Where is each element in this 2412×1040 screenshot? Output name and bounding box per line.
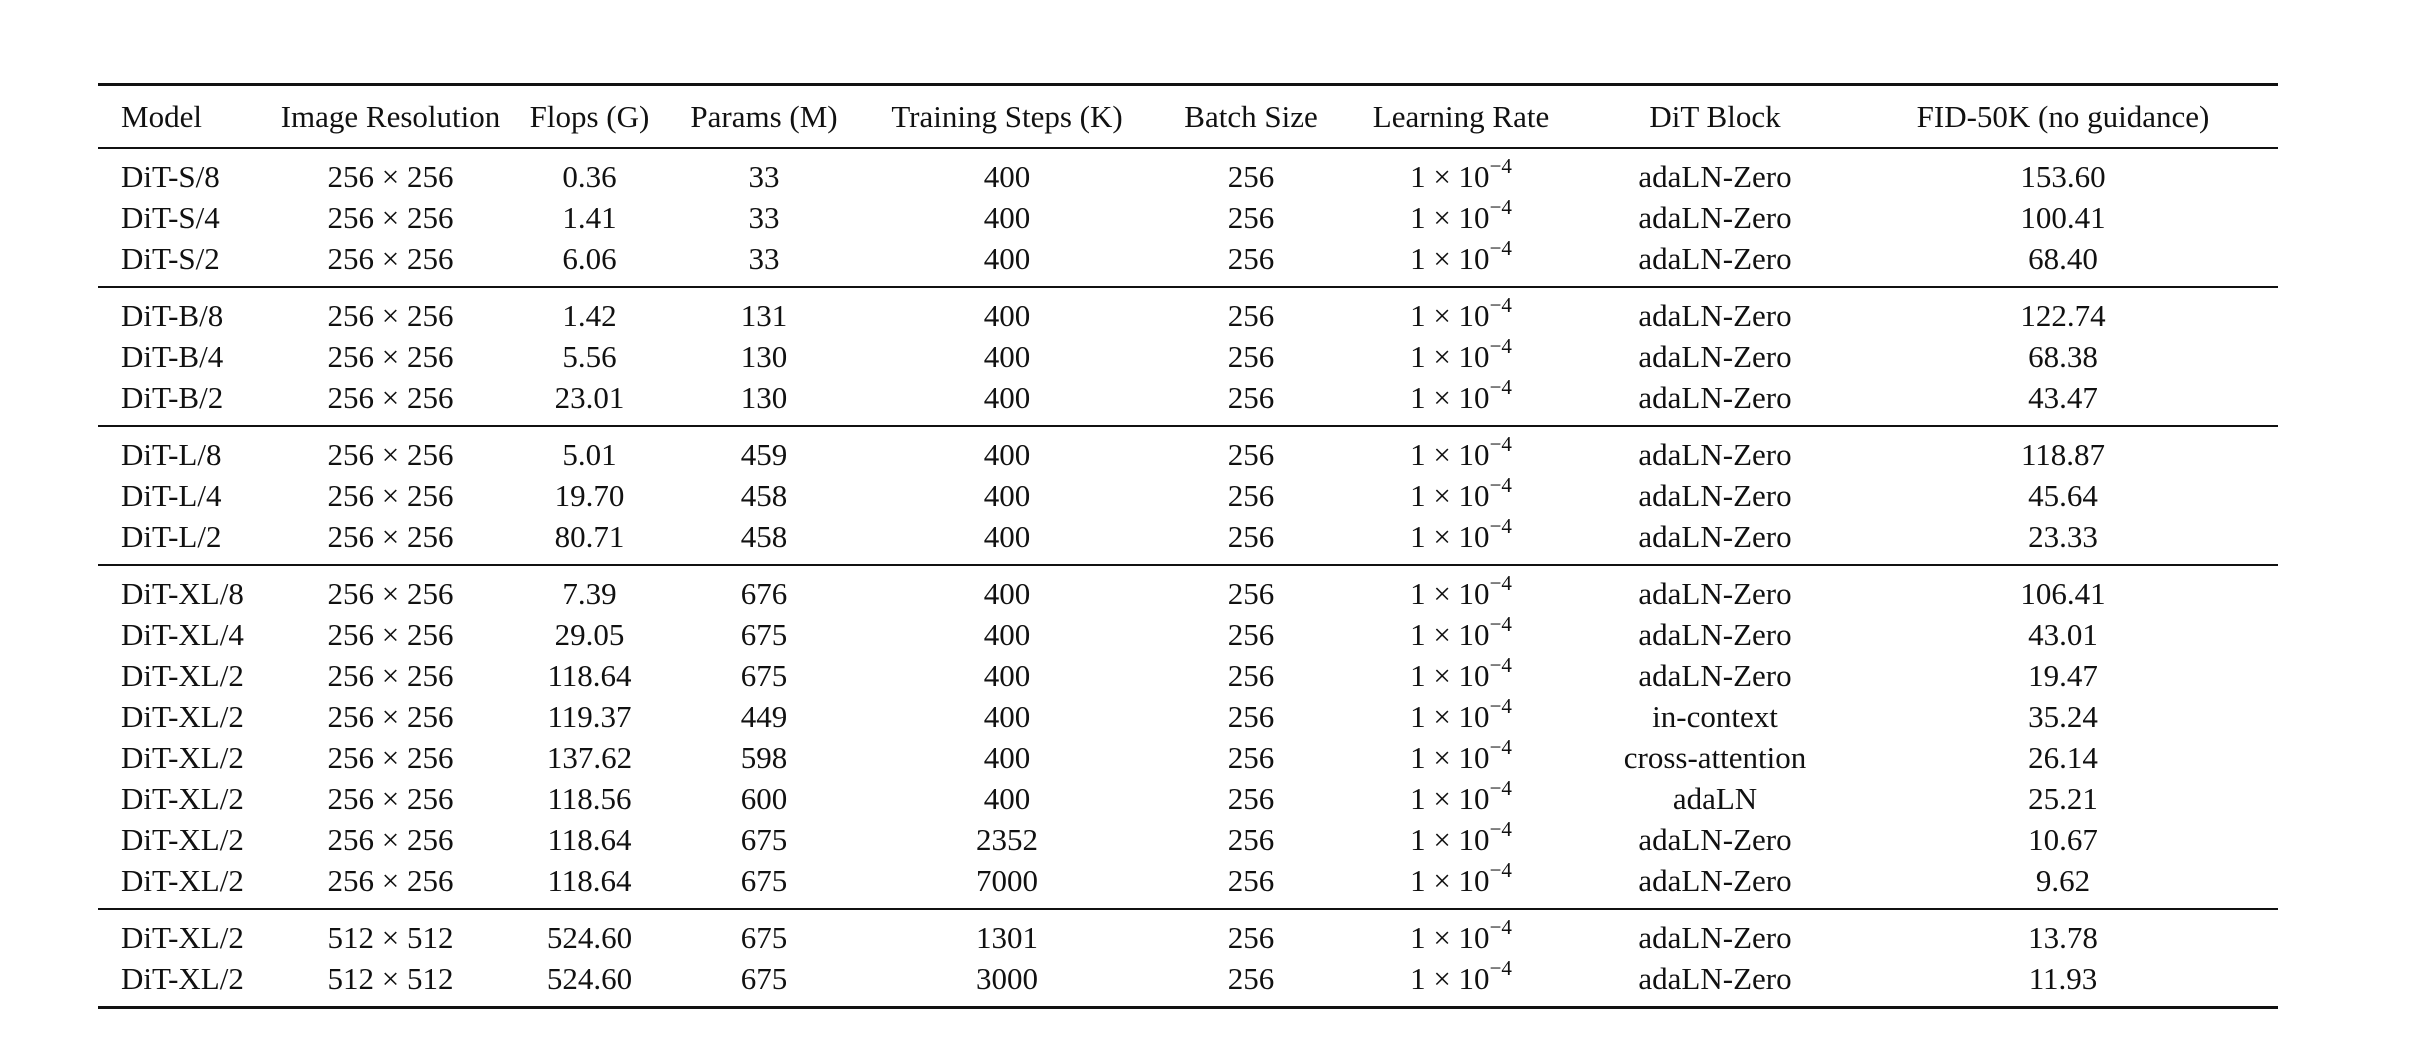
cell-model: DiT-B/8 [98, 287, 278, 336]
cell-flops: 1.41 [562, 199, 617, 235]
cell-training-steps: 400 [983, 158, 1031, 194]
cell-batch-size: 256 [1162, 565, 1340, 614]
cell-flops: 118.64 [547, 821, 632, 857]
column-header-params: Params (M) [690, 98, 838, 134]
cell-flops: 19.70 [554, 477, 625, 513]
cell-fid: 26.14 [2028, 739, 2098, 775]
learning-rate-exponent: −4 [1489, 194, 1512, 219]
cell-model: DiT-XL/8 [98, 565, 278, 614]
cell-training-steps: 400 [983, 657, 1031, 693]
cell-batch-size: 256 [1227, 821, 1275, 857]
cell-model: DiT-XL/2 [121, 862, 244, 898]
cell-model: DiT-S/4 [121, 199, 220, 235]
table-row [98, 475, 2278, 516]
results-table [98, 83, 2278, 1009]
cell-image-resolution: 256 × 256 [327, 379, 454, 415]
cell-params: 675 [740, 862, 788, 898]
table-row [98, 737, 2278, 778]
cell-fid: 11.93 [1848, 958, 2278, 1008]
cell-params: 675 [740, 616, 788, 652]
cell-learning-rate [1340, 652, 1582, 696]
learning-rate-exponent: −4 [1489, 570, 1512, 595]
learning-rate-exponent: −4 [1489, 955, 1512, 980]
cell-params: 33 [748, 158, 780, 194]
cell-model: DiT-XL/4 [121, 616, 244, 652]
cell-model: DiT-XL/2 [121, 821, 244, 857]
learning-rate-exponent: −4 [1489, 513, 1512, 538]
learning-rate-exponent: −4 [1489, 472, 1512, 497]
cell-fid: 43.01 [2028, 616, 2098, 652]
cell-learning-rate [1340, 611, 1582, 655]
header-row [98, 85, 2278, 149]
learning-rate-exponent: −4 [1489, 652, 1512, 677]
cell-params: 131 [676, 287, 852, 336]
cell-dit-block: adaLN-Zero [1638, 477, 1792, 513]
cell-dit-block: adaLN-Zero [1638, 240, 1792, 276]
cell-image-resolution: 512 × 512 [278, 909, 503, 958]
cell-dit-block: adaLN-Zero [1638, 657, 1792, 693]
cell-flops: 524.60 [503, 958, 676, 1008]
learning-rate-exponent: −4 [1489, 816, 1512, 841]
cell-dit-block: adaLN-Zero [1638, 338, 1792, 374]
cell-flops: 118.64 [547, 862, 632, 898]
cell-model: DiT-XL/2 [98, 909, 278, 958]
cell-training-steps: 400 [983, 698, 1031, 734]
table-header [98, 85, 2278, 149]
cell-flops: 0.36 [562, 158, 617, 194]
cell-dit-block: adaLN-Zero [1638, 379, 1792, 415]
cell-flops: 119.37 [547, 698, 632, 734]
learning-rate-base: 1 × 10 [1410, 739, 1490, 775]
cell-image-resolution: 256 × 256 [278, 565, 503, 614]
learning-rate-exponent: −4 [1489, 333, 1512, 358]
cell-image-resolution: 256 × 256 [327, 698, 454, 734]
learning-rate-exponent: −4 [1489, 734, 1512, 759]
learning-rate-exponent: −4 [1489, 431, 1512, 456]
cell-learning-rate [1340, 287, 1582, 336]
cell-learning-rate [1340, 909, 1582, 958]
cell-batch-size: 256 [1227, 379, 1275, 415]
learning-rate-base: 1 × 10 [1410, 616, 1490, 652]
cell-batch-size: 256 [1227, 518, 1275, 554]
cell-training-steps: 7000 [976, 862, 1038, 898]
cell-learning-rate [1340, 816, 1582, 860]
cell-dit-block: adaLN-Zero [1638, 199, 1792, 235]
cell-params: 33 [748, 240, 780, 276]
model-group [98, 565, 2278, 909]
cell-training-steps: 400 [983, 518, 1031, 554]
cell-image-resolution: 256 × 256 [327, 199, 454, 235]
cell-dit-block: adaLN-Zero [1638, 158, 1792, 194]
cell-model: DiT-L/2 [121, 518, 222, 554]
cell-params: 675 [740, 657, 788, 693]
cell-image-resolution: 256 × 256 [327, 158, 454, 194]
cell-dit-block: adaLN-Zero [1582, 909, 1848, 958]
learning-rate-exponent: −4 [1489, 857, 1512, 882]
learning-rate-exponent: −4 [1489, 153, 1512, 178]
learning-rate-base: 1 × 10 [1410, 436, 1490, 472]
cell-learning-rate [1340, 775, 1582, 819]
table-row [98, 148, 2278, 197]
cell-dit-block: adaLN-Zero [1582, 565, 1848, 614]
learning-rate-base: 1 × 10 [1410, 821, 1490, 857]
cell-dit-block: adaLN-Zero [1638, 862, 1792, 898]
cell-fid: 19.47 [2028, 657, 2098, 693]
cell-learning-rate [1340, 513, 1582, 565]
cell-image-resolution: 256 × 256 [327, 780, 454, 816]
cell-flops: 29.05 [554, 616, 625, 652]
cell-params: 598 [740, 739, 788, 775]
cell-learning-rate [1340, 857, 1582, 909]
cell-dit-block: adaLN-Zero [1638, 518, 1792, 554]
cell-flops: 5.56 [562, 338, 617, 374]
column-header-fid: FID-50K (no guidance) [1916, 98, 2210, 134]
cell-image-resolution: 256 × 256 [327, 616, 454, 652]
learning-rate-exponent: −4 [1489, 693, 1512, 718]
cell-model: DiT-L/8 [98, 426, 278, 475]
cell-training-steps: 3000 [852, 958, 1162, 1008]
cell-fid: 25.21 [2028, 780, 2098, 816]
cell-training-steps: 400 [983, 379, 1031, 415]
column-header-dit-block: DiT Block [1649, 98, 1781, 134]
cell-training-steps: 1301 [852, 909, 1162, 958]
cell-params: 130 [740, 338, 788, 374]
cell-learning-rate [1340, 565, 1582, 614]
cell-learning-rate [1340, 426, 1582, 475]
cell-image-resolution: 256 × 256 [327, 240, 454, 276]
cell-model: DiT-S/8 [121, 158, 220, 194]
cell-fid: 45.64 [2028, 477, 2098, 513]
learning-rate-base: 1 × 10 [1410, 379, 1490, 415]
cell-flops: 118.56 [547, 780, 632, 816]
table-row [98, 909, 2278, 958]
cell-training-steps: 400 [983, 240, 1031, 276]
learning-rate-base: 1 × 10 [1410, 698, 1490, 734]
cell-flops: 6.06 [562, 240, 617, 276]
cell-dit-block: adaLN-Zero [1638, 616, 1792, 652]
cell-image-resolution: 256 × 256 [327, 739, 454, 775]
cell-fid: 153.60 [2020, 158, 2106, 194]
cell-fid: 10.67 [2028, 821, 2098, 857]
cell-training-steps: 2352 [976, 821, 1038, 857]
cell-flops: 23.01 [554, 379, 625, 415]
table-row [98, 958, 2278, 1008]
learning-rate-exponent: −4 [1489, 292, 1512, 317]
cell-dit-block: in-context [1652, 698, 1778, 734]
column-header-training-steps: Training Steps (K) [891, 98, 1123, 134]
column-header-flops: Flops (G) [529, 98, 650, 134]
learning-rate-base: 1 × 10 [1410, 297, 1490, 333]
cell-batch-size: 256 [1162, 958, 1340, 1008]
cell-image-resolution: 256 × 256 [327, 518, 454, 554]
learning-rate-base: 1 × 10 [1410, 240, 1490, 276]
learning-rate-base: 1 × 10 [1410, 862, 1490, 898]
cell-fid: 35.24 [2028, 698, 2098, 734]
column-header-batch-size: Batch Size [1184, 98, 1318, 134]
cell-training-steps: 400 [983, 338, 1031, 374]
learning-rate-base: 1 × 10 [1410, 575, 1490, 611]
learning-rate-exponent: −4 [1489, 235, 1512, 260]
cell-model: DiT-XL/2 [121, 698, 244, 734]
cell-batch-size: 256 [1227, 862, 1275, 898]
table-row [98, 377, 2278, 426]
cell-training-steps: 400 [983, 739, 1031, 775]
cell-dit-block: adaLN-Zero [1582, 426, 1848, 475]
cell-image-resolution: 256 × 256 [327, 657, 454, 693]
learning-rate-base: 1 × 10 [1410, 477, 1490, 513]
cell-training-steps: 400 [983, 199, 1031, 235]
cell-flops: 137.62 [546, 739, 633, 775]
learning-rate-base: 1 × 10 [1410, 960, 1490, 996]
cell-params: 459 [676, 426, 852, 475]
cell-image-resolution: 256 × 256 [278, 426, 503, 475]
cell-training-steps: 400 [983, 780, 1031, 816]
cell-learning-rate [1340, 194, 1582, 238]
cell-image-resolution: 512 × 512 [278, 958, 503, 1008]
table-row [98, 565, 2278, 614]
learning-rate-base: 1 × 10 [1410, 657, 1490, 693]
cell-model: DiT-XL/2 [121, 739, 244, 775]
cell-batch-size: 256 [1227, 739, 1275, 775]
cell-fid: 68.38 [2028, 338, 2098, 374]
cell-batch-size: 256 [1227, 240, 1275, 276]
cell-model: DiT-XL/2 [121, 780, 244, 816]
cell-params: 458 [740, 518, 788, 554]
cell-batch-size: 256 [1162, 909, 1340, 958]
table-row [98, 819, 2278, 860]
cell-flops: 1.42 [503, 287, 676, 336]
column-header-model: Model [121, 98, 202, 134]
cell-flops: 7.39 [503, 565, 676, 614]
learning-rate-exponent: −4 [1489, 374, 1512, 399]
cell-params: 675 [676, 909, 852, 958]
table-row [98, 655, 2278, 696]
learning-rate-base: 1 × 10 [1410, 158, 1490, 194]
learning-rate-base: 1 × 10 [1410, 518, 1490, 554]
cell-training-steps: 400 [983, 616, 1031, 652]
cell-fid: 23.33 [2028, 518, 2098, 554]
learning-rate-base: 1 × 10 [1410, 199, 1490, 235]
cell-image-resolution: 256 × 256 [327, 477, 454, 513]
column-header-image-resolution: Image Resolution [280, 98, 501, 134]
cell-batch-size: 256 [1227, 477, 1275, 513]
cell-fid: 118.87 [1848, 426, 2278, 475]
table-row [98, 778, 2278, 819]
model-group [98, 287, 2278, 426]
cell-flops: 118.64 [547, 657, 632, 693]
cell-training-steps: 400 [983, 477, 1031, 513]
table-row [98, 516, 2278, 565]
cell-flops: 524.60 [503, 909, 676, 958]
table-row [98, 426, 2278, 475]
learning-rate-exponent: −4 [1489, 914, 1512, 939]
cell-params: 676 [676, 565, 852, 614]
cell-flops: 5.01 [503, 426, 676, 475]
cell-learning-rate [1340, 472, 1582, 516]
column-header-learning-rate: Learning Rate [1372, 98, 1550, 134]
cell-fid: 43.47 [2028, 379, 2098, 415]
table-row [98, 287, 2278, 336]
cell-model: DiT-B/2 [121, 379, 224, 415]
cell-batch-size: 256 [1227, 657, 1275, 693]
cell-learning-rate [1340, 374, 1582, 426]
cell-dit-block: cross-attention [1623, 739, 1807, 775]
cell-learning-rate [1340, 734, 1582, 778]
cell-training-steps: 400 [852, 565, 1162, 614]
learning-rate-base: 1 × 10 [1410, 780, 1490, 816]
learning-rate-exponent: −4 [1489, 611, 1512, 636]
table-row [98, 197, 2278, 238]
cell-batch-size: 256 [1162, 287, 1340, 336]
cell-learning-rate [1340, 333, 1582, 377]
table-row [98, 696, 2278, 737]
table-row [98, 614, 2278, 655]
learning-rate-base: 1 × 10 [1410, 919, 1490, 955]
cell-model: DiT-XL/2 [121, 657, 244, 693]
cell-learning-rate [1340, 148, 1582, 197]
cell-params: 458 [740, 477, 788, 513]
cell-image-resolution: 256 × 256 [327, 821, 454, 857]
learning-rate-exponent: −4 [1489, 775, 1512, 800]
cell-params: 449 [740, 698, 788, 734]
cell-params: 130 [740, 379, 788, 415]
cell-batch-size: 256 [1227, 698, 1275, 734]
cell-fid: 9.62 [2035, 862, 2091, 898]
cell-training-steps: 400 [852, 426, 1162, 475]
learning-rate-base: 1 × 10 [1410, 338, 1490, 374]
table-row [98, 238, 2278, 287]
cell-batch-size: 256 [1227, 199, 1275, 235]
cell-params: 600 [740, 780, 788, 816]
cell-batch-size: 256 [1227, 780, 1275, 816]
cell-model: DiT-B/4 [121, 338, 224, 374]
cell-model: DiT-S/2 [121, 240, 220, 276]
cell-dit-block: adaLN [1672, 780, 1758, 816]
cell-fid: 68.40 [2028, 240, 2098, 276]
cell-dit-block: adaLN-Zero [1638, 821, 1792, 857]
cell-batch-size: 256 [1227, 616, 1275, 652]
cell-learning-rate [1340, 693, 1582, 737]
cell-fid: 100.41 [2020, 199, 2106, 235]
cell-flops: 80.71 [554, 518, 625, 554]
cell-learning-rate [1340, 235, 1582, 287]
cell-model: DiT-XL/2 [98, 958, 278, 1008]
cell-learning-rate [1340, 955, 1582, 1008]
model-group [98, 426, 2278, 565]
model-group [98, 148, 2278, 287]
cell-dit-block: adaLN-Zero [1582, 287, 1848, 336]
cell-batch-size: 256 [1227, 158, 1275, 194]
table-row [98, 336, 2278, 377]
cell-dit-block: adaLN-Zero [1582, 958, 1848, 1008]
cell-params: 33 [748, 199, 780, 235]
model-group [98, 909, 2278, 1008]
cell-training-steps: 400 [852, 287, 1162, 336]
table-row [98, 860, 2278, 909]
cell-image-resolution: 256 × 256 [278, 287, 503, 336]
cell-params: 675 [676, 958, 852, 1008]
cell-batch-size: 256 [1227, 338, 1275, 374]
cell-fid: 106.41 [1848, 565, 2278, 614]
cell-image-resolution: 256 × 256 [327, 338, 454, 374]
cell-fid: 13.78 [1848, 909, 2278, 958]
cell-fid: 122.74 [1848, 287, 2278, 336]
cell-model: DiT-L/4 [121, 477, 222, 513]
cell-params: 675 [740, 821, 788, 857]
cell-image-resolution: 256 × 256 [327, 862, 454, 898]
cell-batch-size: 256 [1162, 426, 1340, 475]
